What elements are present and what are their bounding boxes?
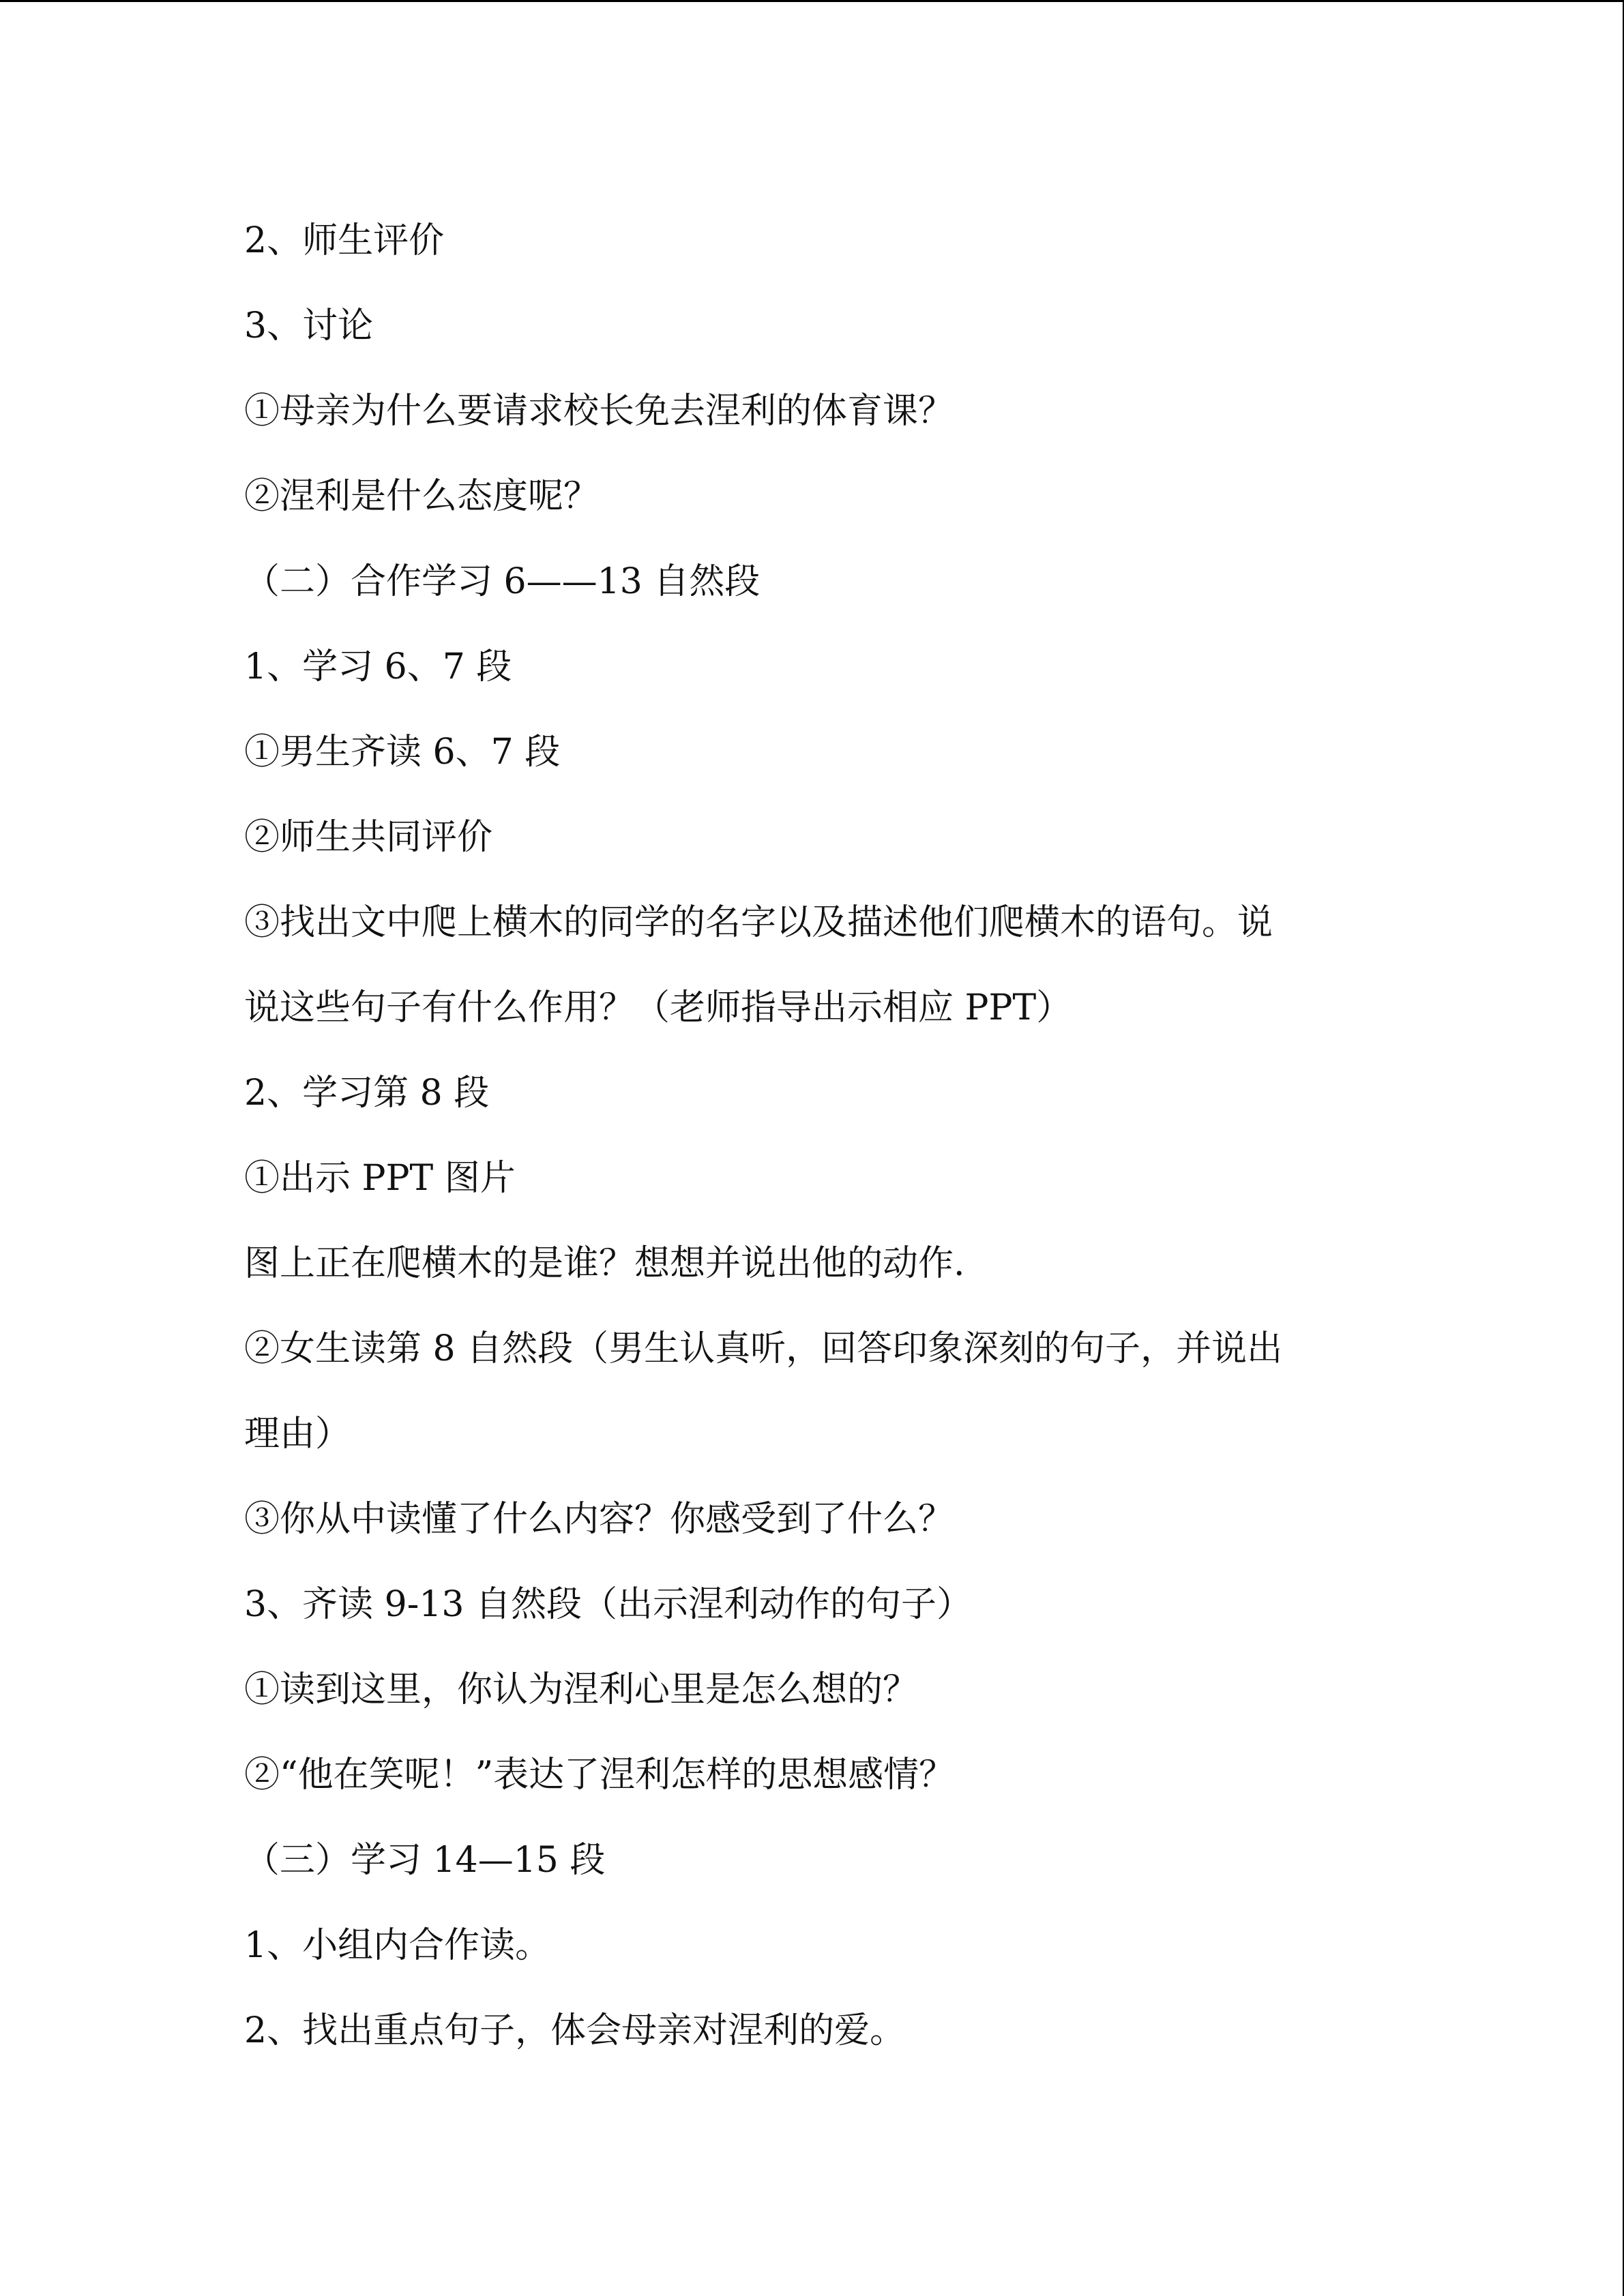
question-nelli-thoughts: ①读到这里，你认为涅利心里是怎么想的？ bbox=[244, 1669, 919, 1710]
step-find-names-line-1: ③找出文中爬上横木的同学的名字以及描述他们爬横木的语句。说 bbox=[244, 902, 1273, 943]
section-heading-study-14-15: （三）学习 14—15 段 bbox=[244, 1840, 606, 1881]
question-nelli-attitude: ②涅利是什么态度呢？ bbox=[244, 476, 600, 517]
list-item-study-paragraphs-6-7: 1、学习 6、7 段 bbox=[244, 646, 512, 687]
step-girls-read-line-2: 理由） bbox=[244, 1414, 351, 1455]
question-who-is-climbing: 图上正在爬横木的是谁？想想并说出他的动作. bbox=[244, 1243, 965, 1284]
list-item-teacher-student-evaluation: 2、师生评价 bbox=[244, 220, 445, 261]
list-item-read-paragraphs-9-13: 3、齐读 9-13 自然段（出示涅利动作的句子） bbox=[244, 1584, 972, 1625]
step-girls-read-line-1: ②女生读第 8 自然段（男生认真听，回答印象深刻的句子，并说出 bbox=[244, 1328, 1283, 1369]
question-mother-request: ①母亲为什么要请求校长免去涅利的体育课？ bbox=[244, 391, 954, 432]
list-item-group-reading: 1、小组内合作读。 bbox=[244, 1925, 551, 1966]
question-what-understood: ③你从中读懂了什么内容？你感受到了什么？ bbox=[244, 1499, 954, 1540]
step-joint-evaluation: ②师生共同评价 bbox=[244, 817, 493, 858]
section-heading-cooperative-learning: （二）合作学习 6——13 自然段 bbox=[244, 561, 761, 602]
question-he-is-smiling: ②“他在笑呢！”表达了涅利怎样的思想感情？ bbox=[244, 1755, 955, 1795]
step-show-ppt-picture: ①出示 PPT 图片 bbox=[244, 1158, 516, 1199]
step-find-names-line-2: 说这些句子有什么作用？（老师指导出示相应 PPT） bbox=[244, 987, 1072, 1028]
list-item-study-paragraph-8: 2、学习第 8 段 bbox=[244, 1073, 490, 1114]
step-boys-read-aloud: ①男生齐读 6、7 段 bbox=[244, 732, 561, 773]
list-item-discussion: 3、讨论 bbox=[244, 305, 374, 346]
list-item-key-sentences: 2、找出重点句子，体会母亲对涅利的爱。 bbox=[244, 2010, 906, 2051]
